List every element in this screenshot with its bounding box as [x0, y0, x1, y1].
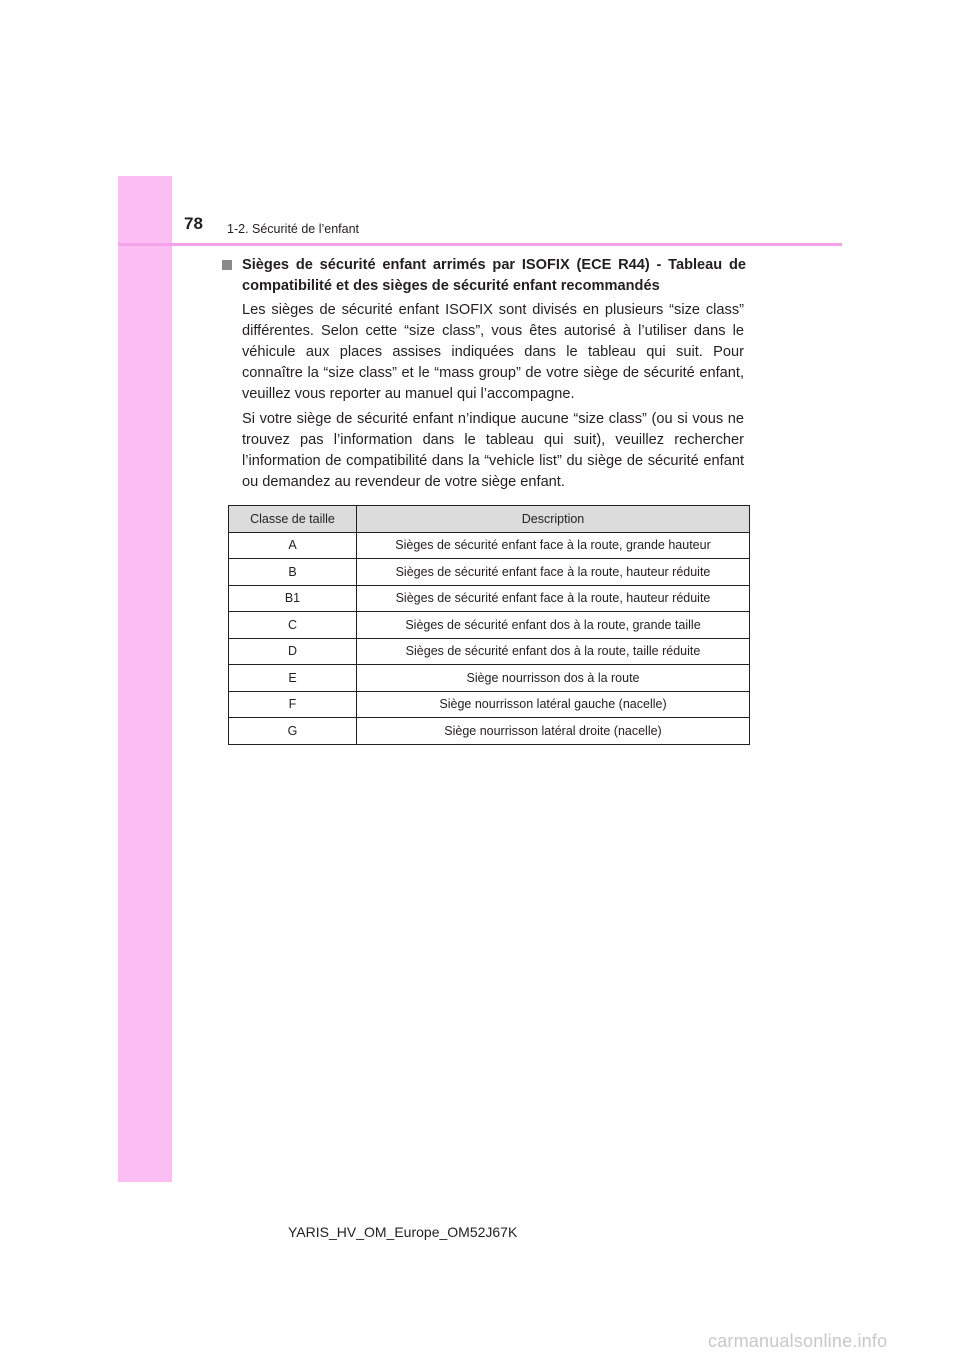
header-divider	[118, 243, 842, 246]
size-class-cell: E	[229, 665, 357, 692]
table-header-row	[229, 506, 750, 533]
page-number: 78	[184, 214, 203, 233]
description-cell: Sièges de sécurité enfant dos à la route, taille réduite	[357, 638, 750, 665]
section-heading-text: Sièges de sécurité enfant arrimés par ISOFIX (ECE R44) - Tableau de compatibilité et des sièges de sécurité enfant recommandés	[242, 257, 746, 294]
description-cell: Siège nourrisson dos à la route	[357, 665, 750, 692]
description-cell: Siège nourrisson latéral droite (nacelle)	[357, 718, 750, 745]
side-tab-strip	[118, 176, 172, 1182]
size-class-cell: F	[229, 691, 357, 718]
size-class-cell: A	[229, 532, 357, 559]
document-footer-code: YARIS_HV_OM_Europe_OM52J67K	[288, 1224, 518, 1240]
description-cell: Sièges de sécurité enfant face à la route, hauteur réduite	[357, 585, 750, 612]
size-class-table	[228, 505, 750, 745]
site-watermark: carmanualsonline.info	[708, 1331, 888, 1351]
description-cell: Siège nourrisson latéral gauche (nacelle)	[357, 691, 750, 718]
size-class-cell: B1	[229, 585, 357, 612]
section-heading	[222, 255, 746, 296]
column-header-size-class: Classe de taille	[229, 506, 357, 533]
table-row	[229, 718, 750, 745]
table-row	[229, 559, 750, 586]
square-bullet-icon	[222, 260, 232, 270]
section-header: 1-2. Sécurité de l’enfant	[227, 222, 360, 236]
table-row	[229, 691, 750, 718]
paragraph-size-class: Les sièges de sécurité enfant ISOFIX sont divisés en plusieurs “size class” différentes. Selon cette “size class”, vous êtes autorisé à l’utiliser dans le véhicule aux places assises indiquées dans le tableau qui suit. Pour connaître la “size class” et le “mass group” de votre siège de sécurité enfant, veuillez vous reporter au manuel qui l’accompagne.	[242, 302, 744, 402]
size-class-cell: B	[229, 559, 357, 586]
size-class-cell: G	[229, 718, 357, 745]
description-cell: Sièges de sécurité enfant face à la route, grande hauteur	[357, 532, 750, 559]
table-row	[229, 665, 750, 692]
table-row	[229, 585, 750, 612]
table-row	[229, 612, 750, 639]
paragraph-vehicle-list: Si votre siège de sécurité enfant n’indique aucune “size class” (ou si vous ne trouvez pas l’information dans le tableau qui suit), veuillez rechercher l’information de compatibilité dans la “vehicle list” du siège de sécurité enfant ou demandez au revendeur de votre siège enfant.	[242, 411, 744, 490]
column-header-description: Description	[357, 506, 750, 533]
size-class-cell: C	[229, 612, 357, 639]
table-row	[229, 532, 750, 559]
description-cell: Sièges de sécurité enfant face à la route, hauteur réduite	[357, 559, 750, 586]
description-cell: Sièges de sécurité enfant dos à la route, grande taille	[357, 612, 750, 639]
table-row	[229, 638, 750, 665]
size-class-cell: D	[229, 638, 357, 665]
